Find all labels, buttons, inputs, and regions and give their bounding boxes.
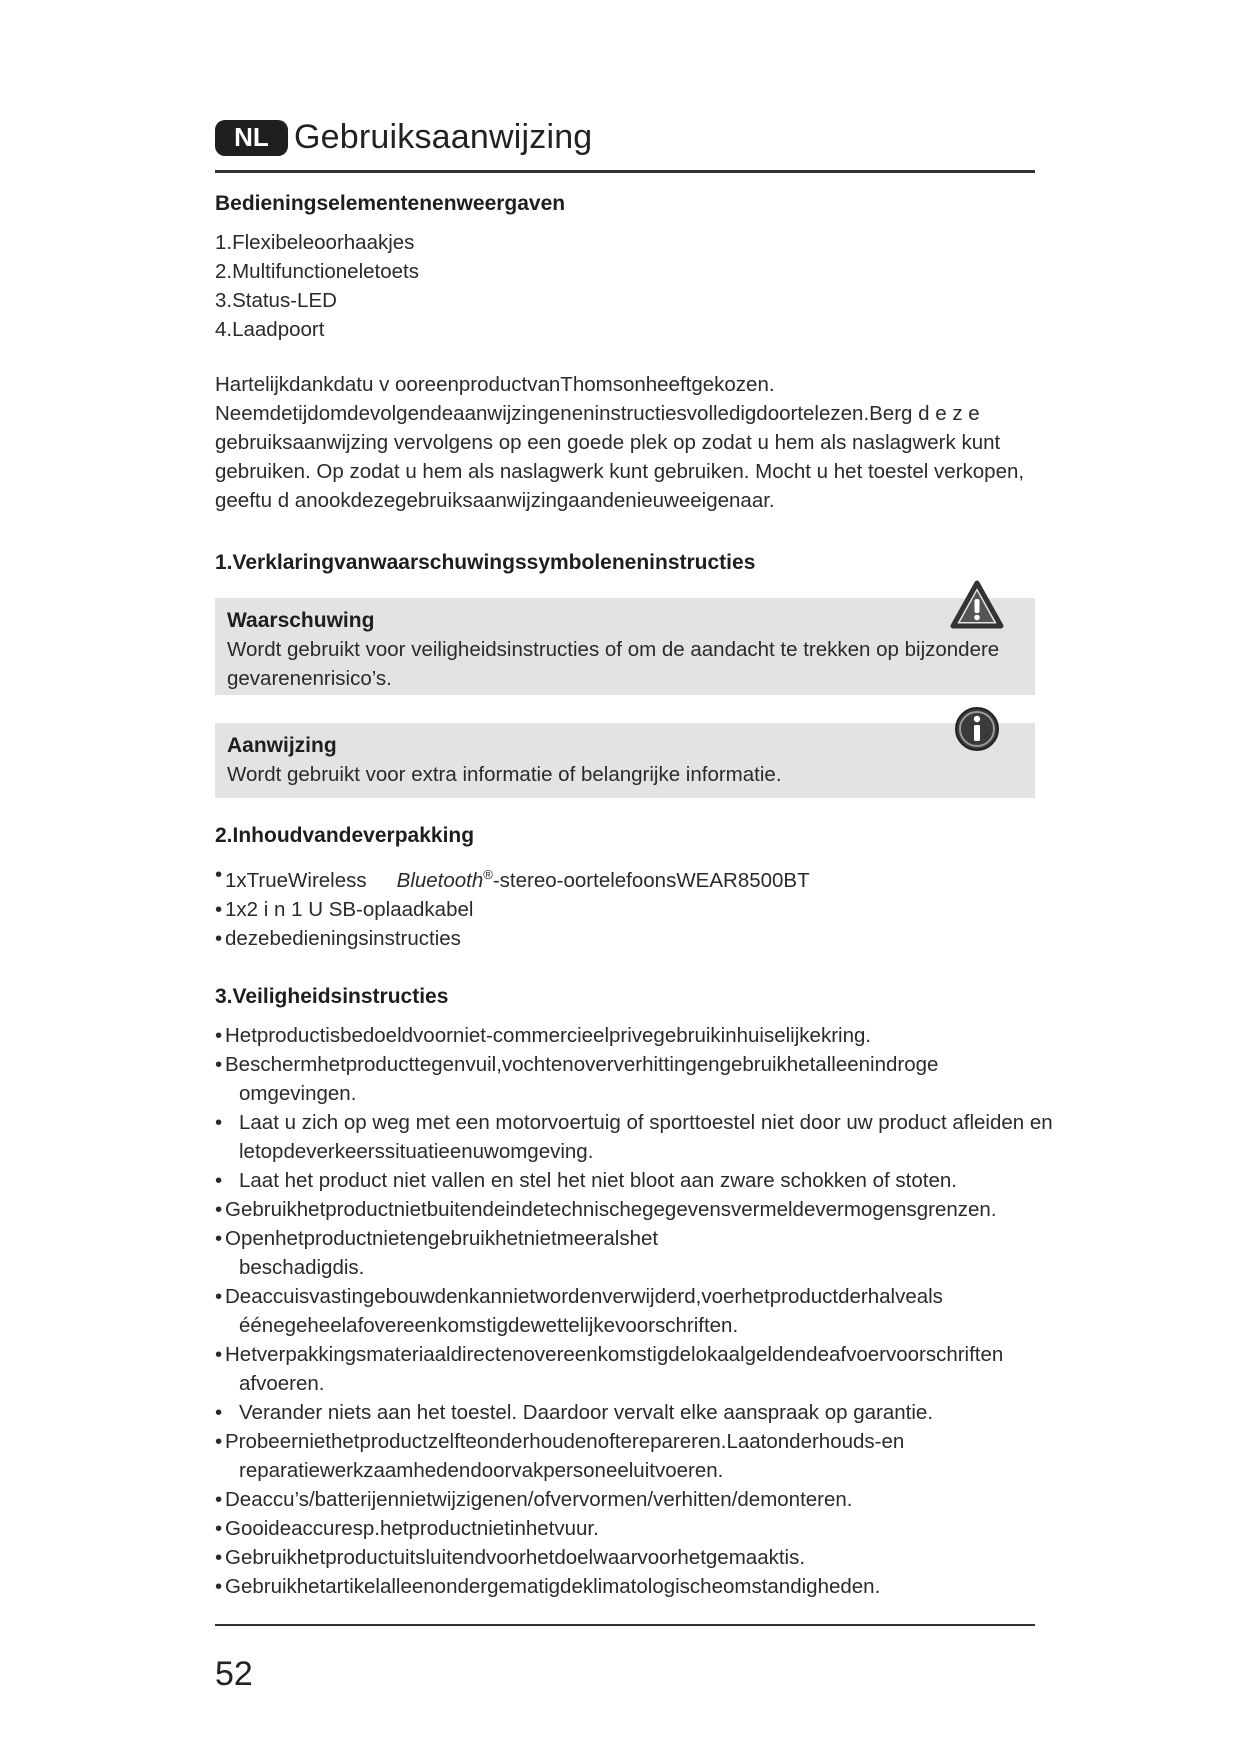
intro-line: geeftu d anookdezegebruiksaanwijzingaandenieuweeigenaar. <box>215 489 775 512</box>
note-line: Wordt gebruikt voor extra informatie of belangrijke informatie. <box>227 763 782 786</box>
controls-list <box>215 228 1035 344</box>
item-text: Laat u zich op weg met een motorvoertuig of sporttoestel niet door uw product afleiden en <box>239 1111 1053 1134</box>
list-item: • Laat het product niet vallen en stel het niet bloot aan zware schokken of stoten. <box>215 1166 1035 1195</box>
intro-line: Neemdetijdomdevolgendeaanwijzingeneninstructiesvolledigdoortelezen.Berg d e z e <box>215 402 980 425</box>
intro-paragraph <box>215 370 1035 515</box>
list-item: • dezebedieningsinstructies <box>215 924 1035 953</box>
item-text: -stereo-oortelefoonsWEAR8500BT <box>492 868 810 892</box>
list-item-continuation: afvoeren. <box>239 1372 325 1395</box>
list-item: • 1x2 i n 1 U SB-oplaadkabel <box>215 895 1035 924</box>
info-circle-icon <box>953 705 1001 753</box>
intro-line: gebruiken. Op zodat u hem als naslagwerk kunt gebruiken. Mocht u het toestel verkopen, <box>215 460 1025 483</box>
note-box <box>215 723 1035 798</box>
warning-box <box>215 598 1035 695</box>
warning-title: Waarschuwing <box>227 609 375 632</box>
list-item-continuation: omgevingen. <box>239 1082 357 1105</box>
section3 <box>215 982 1053 1601</box>
list-item: • Beschermhetproducttegenvuil,vochtenoververhittingengebruikhetalleenindroge <box>215 1050 1035 1079</box>
list-item <box>215 860 1035 895</box>
page-header <box>215 118 592 157</box>
list-item-continuation: letopdeverkeerssituatieenuwomgeving. <box>239 1140 594 1163</box>
list-item: • Gebruikhetartikelalleenondergematigdeklimatologischeomstandigheden. <box>215 1572 1035 1601</box>
section3-heading: 3.Veiligheidsinstructies <box>215 985 449 1008</box>
warning-line: Wordt gebruikt voor veiligheidsinstructies of om de aandacht te trekken op bijzondere <box>227 638 1000 661</box>
footer-rule <box>215 1624 1035 1626</box>
header-rule <box>215 170 1035 173</box>
page-title: Gebruiksaanwijzing <box>294 118 593 156</box>
intro-line: Hartelijkdankdatu v ooreenproductvanThomsonheeftgekozen. <box>215 373 775 396</box>
list-item <box>215 1108 1053 1137</box>
registered-mark: ® <box>483 867 493 882</box>
list-item: • Gebruikhetproductnietbuitendeindetechnischegegevensvermeldevermogensgrenzen. <box>215 1195 1035 1224</box>
list-item: • Hetverpakkingsmateriaaldirectenovereenkomstigdelokaalgeldendeafvoervoorschriften <box>215 1340 1035 1369</box>
list-item: • Hetproductisbedoeldvoorniet-commercieelprivegebruikinhuiselijkekring. <box>215 1021 1035 1050</box>
controls-section <box>215 189 1035 344</box>
language-badge: NL <box>215 120 288 156</box>
list-item: • Gebruikhetproductuitsluitendvoorhetdoelwaarvoorhetgemaaktis. <box>215 1543 1035 1572</box>
section2-heading: 2.Inhoudvandeverpakking <box>215 824 475 847</box>
warning-line: gevarenenrisico’s. <box>227 667 392 690</box>
warning-triangle-icon <box>950 580 1004 630</box>
list-item: • Deaccuisvastingebouwdenkannietwordenverwijderd,voerhetproductderhalveals <box>215 1282 1035 1311</box>
list-item: 2.Multifunctioneletoets <box>215 260 419 283</box>
list-item-continuation: beschadigdis. <box>239 1256 365 1279</box>
list-item: • Verander niets aan het toestel. Daardoor vervalt elke aanspraak op garantie. <box>215 1398 1035 1427</box>
bluetooth-brand: Bluetooth <box>396 868 484 892</box>
note-title: Aanwijzing <box>227 734 337 757</box>
page-number: 52 <box>215 1655 253 1693</box>
list-item: 4.Laadpoort <box>215 318 325 341</box>
list-item: • Gooideaccuresp.hetproductnietinhetvuur. <box>215 1514 1035 1543</box>
list-item-continuation: reparatiewerkzaamhedendoorvakpersoneeluitvoeren. <box>239 1459 724 1482</box>
list-item: • Openhetproductnietengebruikhetnietmeeralshet <box>215 1224 1035 1253</box>
section2 <box>215 821 1035 953</box>
list-item: 3.Status-LED <box>215 289 337 312</box>
list-item: 1.Flexibeleoorhaakjes <box>215 231 415 254</box>
list-item-continuation: éénegeheelafovereenkomstigdewettelijkevoorschriften. <box>239 1314 739 1337</box>
item-text: 1xTrueWireless <box>225 868 367 892</box>
section1-heading: 1.Verklaringvanwaarschuwingssymboleneninstructies <box>215 551 756 574</box>
section1-heading-block <box>215 548 1035 577</box>
list-item: • Probeerniethetproductzelfteonderhoudenofterepareren.Laatonderhouds-en <box>215 1427 1035 1456</box>
controls-heading: Bedieningselementenenweergaven <box>215 192 566 215</box>
intro-line: gebruiksaanwijzing vervolgens op een goede plek op zodat u hem als naslagwerk kunt <box>215 431 1001 454</box>
list-item: • Deaccu’s/batterijennietwijzigenen/ofvervormen/verhitten/demonteren. <box>215 1485 1035 1514</box>
